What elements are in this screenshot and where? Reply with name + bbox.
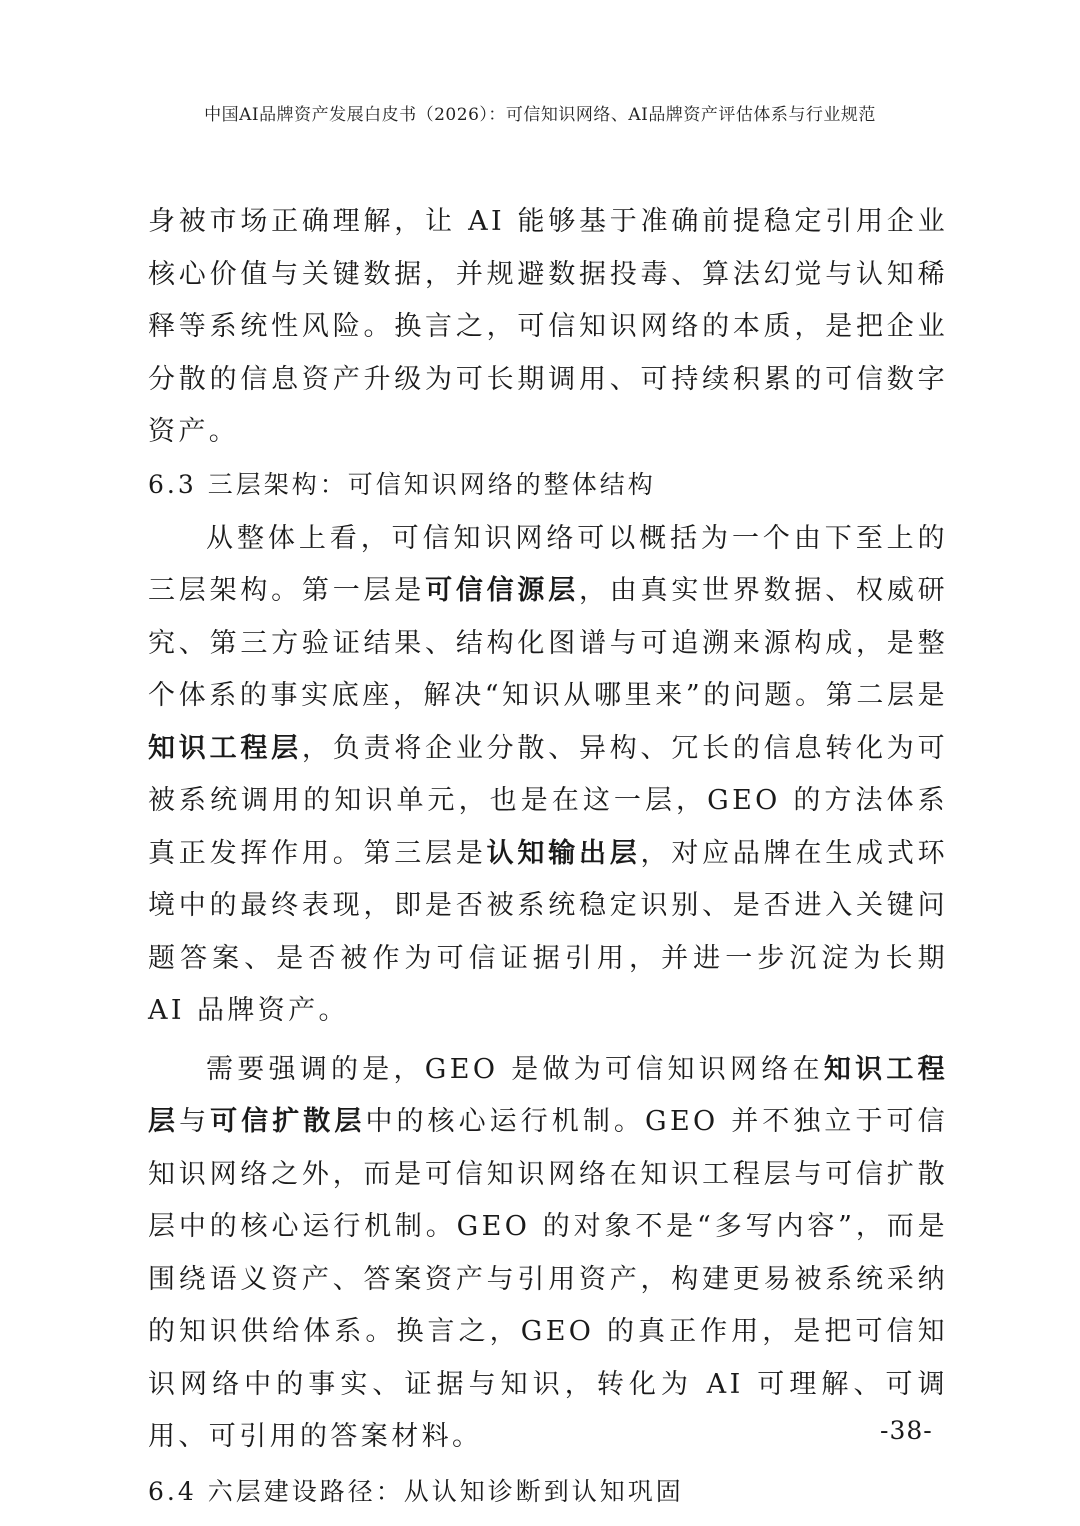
text-run: ，负责将企业分散、异构、冗长的信息转化为可被系统调用的知识单元，也是在这一层，GEO 的方法体系真正发挥作用。第三层是: [148, 732, 948, 869]
text-run: 与: [179, 1106, 211, 1137]
paragraph-three-layer-architecture: [148, 513, 948, 1038]
section-heading-6-3: 6.3 三层架构：可信知识网络的整体结构: [148, 469, 656, 499]
text-run: ，对应品牌在生成式环境中的最终表现，即是否被系统稳定识别、是否进入关键问题答案、是否被作为可信证据引用，并进一步沉淀为长期 AI 品牌资产。: [148, 837, 949, 1026]
paragraph-continuation: 身被市场正确理解，让 AI 能够基于准确前提稳定引用企业核心价值与关键数据，并规避数据投毒、算法幻觉与认知稀释等系统性风险。换言之，可信知识网络的本质，是把企业分散的信息资产升级为可长期调用、可持续积累的可信数字资产。: [148, 206, 948, 447]
bold-term-cognitive-output-layer: 认知输出层: [486, 837, 641, 869]
bold-term-knowledge-engineering-layer: 知识工程层: [148, 1053, 948, 1137]
text-run: 需要强调的是，GEO 是做为可信知识网络在: [206, 1053, 824, 1085]
bold-term-knowledge-engineering-layer: 知识工程层: [148, 732, 302, 764]
paragraph-geo-mechanism: [148, 1044, 948, 1464]
page-number: -38-: [880, 1416, 933, 1445]
bold-term-trusted-source-layer: 可信信源层: [425, 575, 579, 606]
page-body: [148, 196, 948, 1512]
text-run: 中的核心运行机制。GEO 并不独立于可信知识网络之外，而是可信知识网络在知识工程层与可信扩散层中的核心运行机制。GEO 的对象不是“多写内容”，而是围绕语义资产、答案资产与引用资产，构建更易被系统采纳的知识供给体系。换言之，GEO 的真正作用，是把可信知识网络中的事实、证据与知识，转化为 AI 可理解、可调用、可引用的答案材料。: [148, 1106, 948, 1452]
running-header: 中国AI品牌资产发展白皮书（2026）：可信知识网络、AI品牌资产评估体系与行业规范: [204, 105, 876, 125]
bold-term-trusted-diffusion-layer: 可信扩散层: [210, 1106, 366, 1137]
section-heading-6-4: 6.4 六层建设路径：从认知诊断到认知巩固: [148, 1476, 684, 1506]
text-run: ，由真实世界数据、权威研究、第三方验证结果、结构化图谱与可追溯来源构成，是整个体系的事实底座，解决“知识从哪里来”的问题。第二层是: [148, 575, 948, 711]
text-run: 从整体上看，可信知识网络可以概括为一个由下至上的三层架构。第一层是: [148, 522, 948, 606]
